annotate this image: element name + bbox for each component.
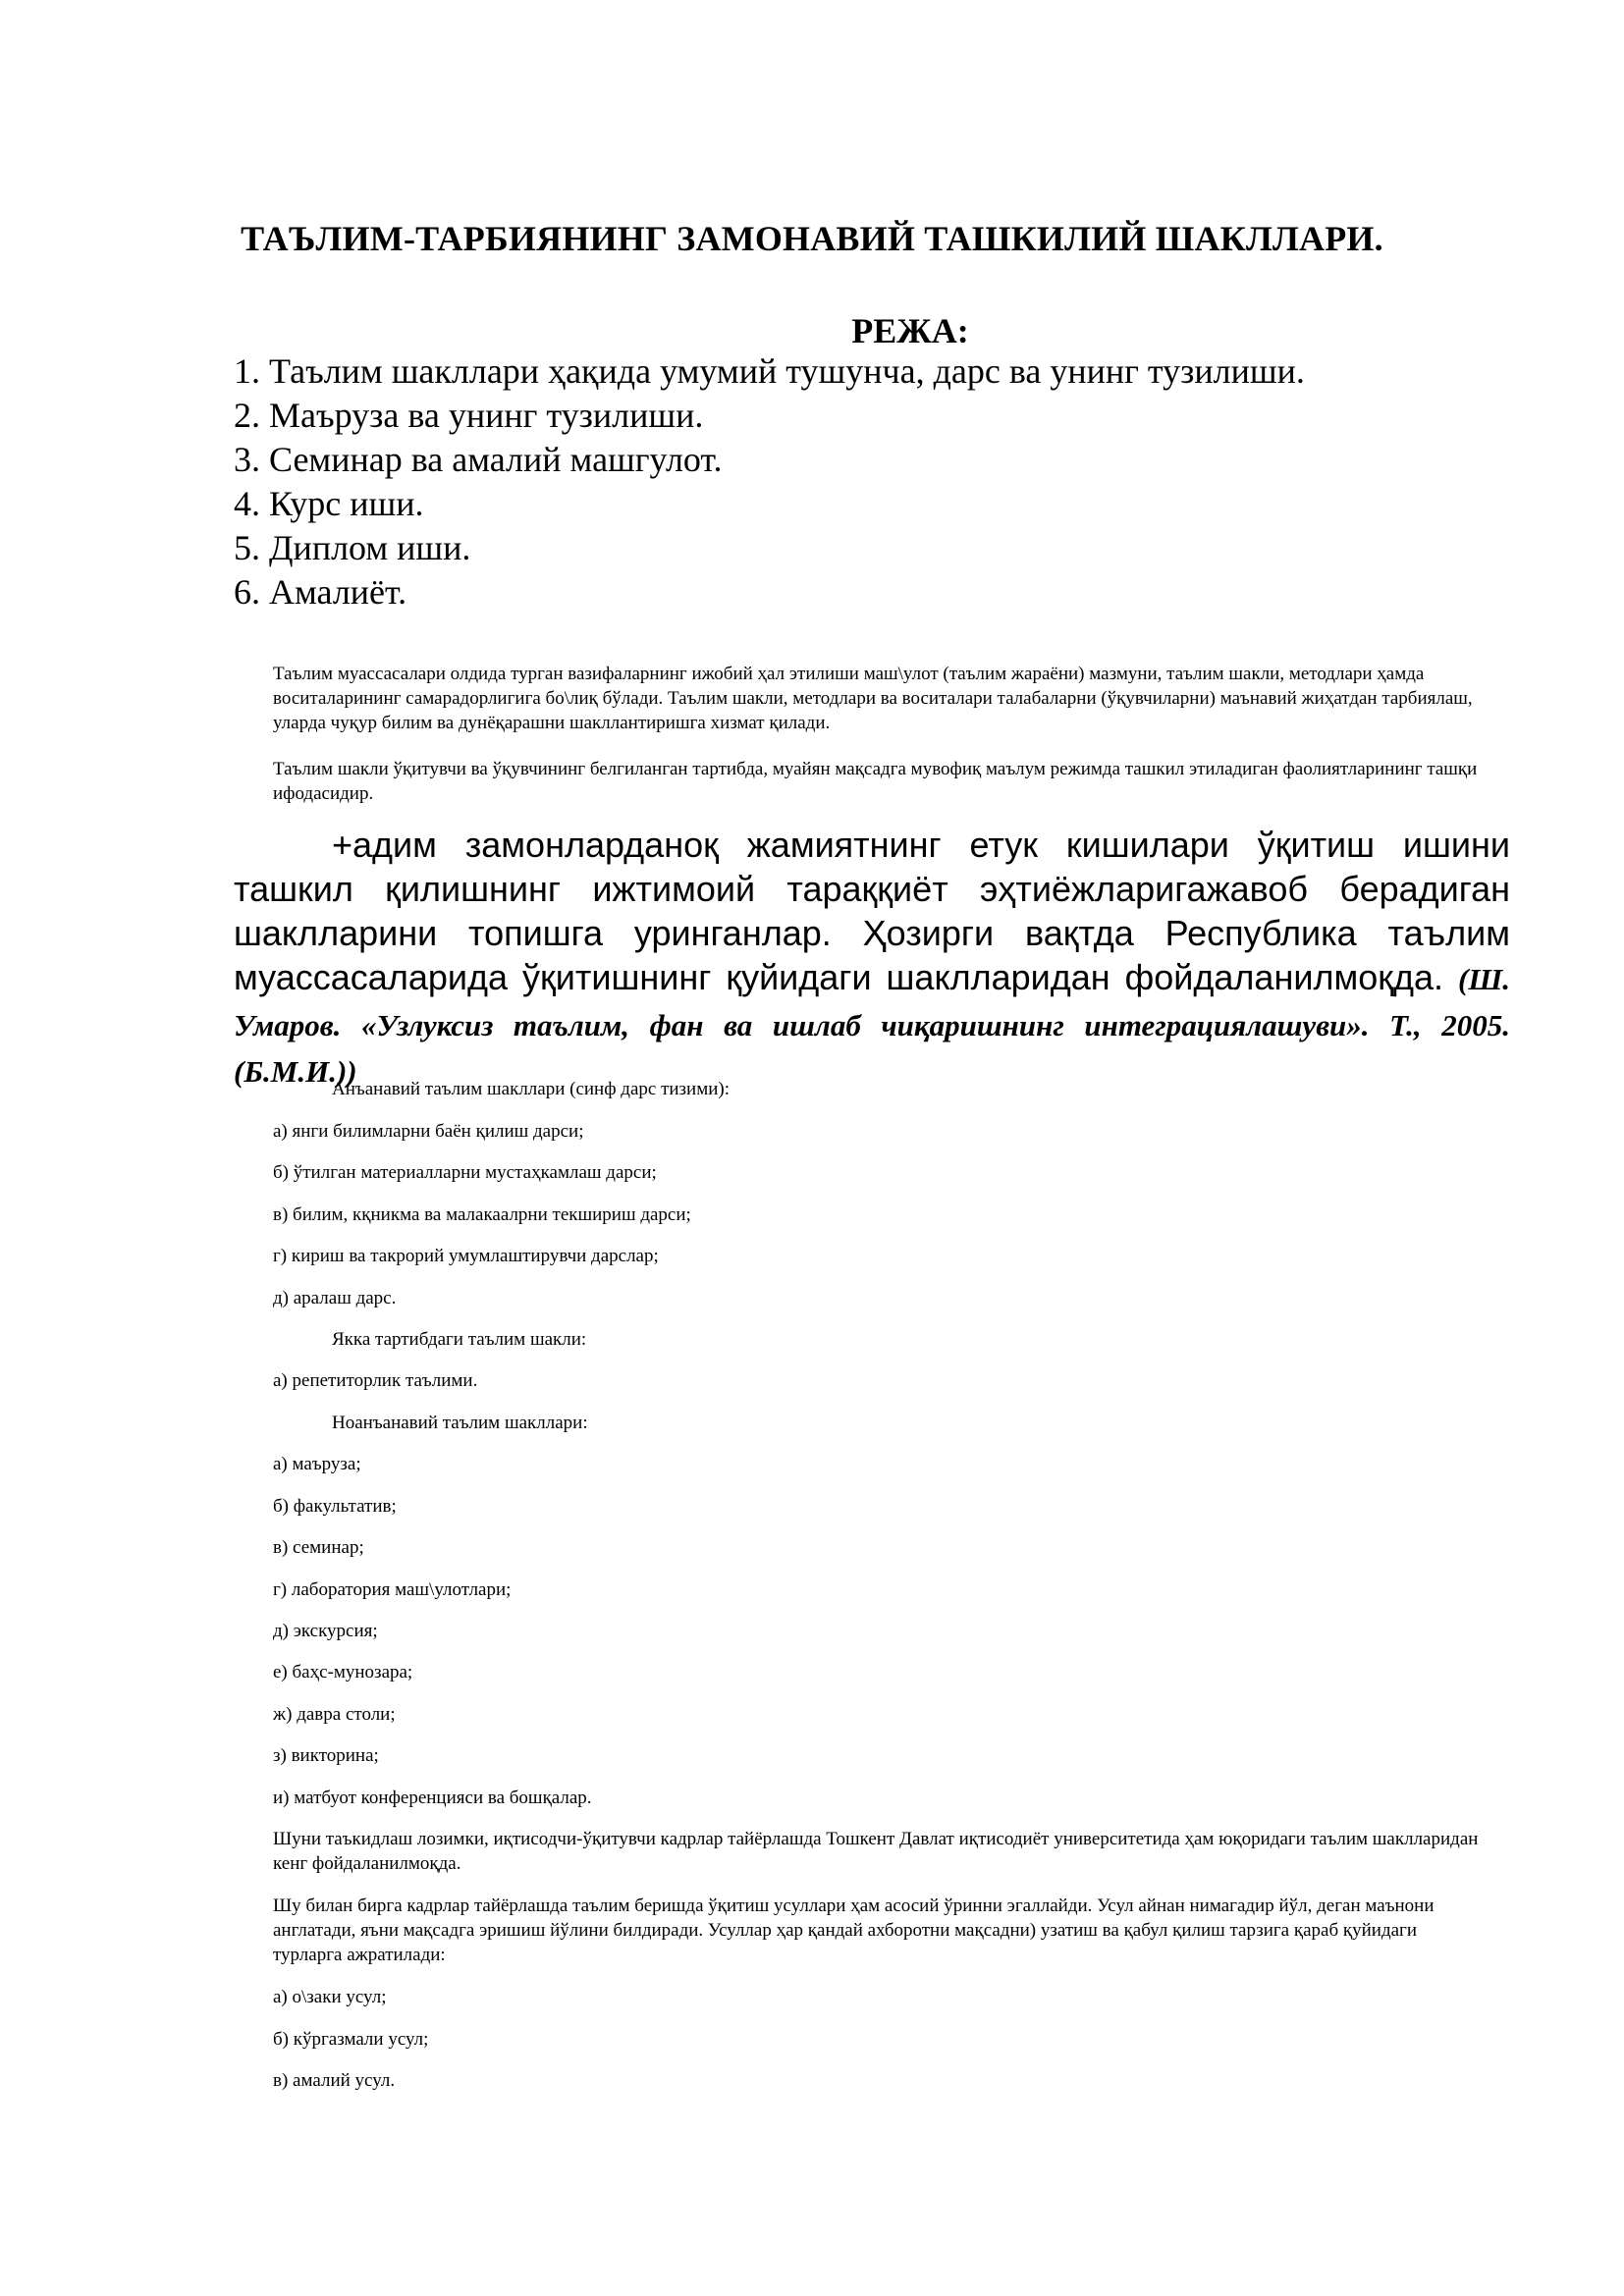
list-item: в) амалий усул. (273, 2070, 396, 2091)
list-item: в) билим, кқникма ва малакаалрни текшириш дарси; (273, 1204, 691, 1225)
list-item: а) репетиторлик таълими. (273, 1370, 478, 1391)
list-item: г) кириш ва такрорий умумлаштирувчи дарслар; (273, 1246, 659, 1266)
list-item: в) семинар; (273, 1537, 364, 1558)
list-item: б) факультатив; (273, 1496, 397, 1517)
list-item: а) о\заки усул; (273, 1987, 387, 2007)
plan-heading: РЕЖА: (851, 311, 969, 350)
nontraditional-heading: Ноанъанавий таълим шакллари: (332, 1413, 588, 1433)
plan-item: 2. Маъруза ва унинг тузилиши. (234, 396, 704, 435)
list-item: д) аралаш дарс. (273, 1288, 397, 1308)
document-title: ТАЪЛИМ-ТАРБИЯНИНГ ЗАМОНАВИЙ ТАШКИЛИЙ ШАКЛЛАРИ. (241, 219, 1383, 258)
plan-item: 4. Курс иши. (234, 484, 424, 523)
list-item: и) матбуот конференцияси ва бошқалар. (273, 1788, 592, 1808)
methods-paragraph: Шу билан бирга кадрлар тайёрлашда таълим беришда ўқитиш усуллари ҳам асосий ўринни эгаллайди. Усул айнан нимагадир йўл, деган маънони англатади, яъни мақсадга эришиш йўлини билдиради. Усуллар ҳар қандай ахборотни мақсадни) узатиш ва қабул қилиш тарзига қараб қуйидаги турларга ажратилади: (273, 1896, 1435, 1965)
plan-item: 5. Диплом иши. (234, 528, 471, 567)
list-item: ж) давра столи; (273, 1704, 396, 1725)
plan-item: 3. Семинар ва амалий машгулот. (234, 440, 723, 479)
individual-heading: Якка тартибдаги таълим шакли: (332, 1329, 587, 1350)
plan-item: 1. Таълим шакллари ҳақида умумий тушунча, дарс ва унинг тузилиши. (234, 351, 1305, 391)
main-paragraph (234, 823, 1510, 1094)
list-item: б) ўтилган материалларни мустаҳкамлаш дарси; (273, 1162, 657, 1183)
list-item: б) кўргазмали усул; (273, 2029, 429, 2050)
list-item: е) баҳс-мунозара; (273, 1662, 413, 1682)
intro-paragraph: Таълим муассасалари олдида турган вазифаларнинг ижобий ҳал этилиши маш\улот (таълим жараёни) мазмуни, таълим шакли, методлари ҳамда воситаларининг самарадорлигига бо\лиқ бўлади. Таълим шакли, методлари ва воситалари талабаларни (ўқувчиларни) маънавий жиҳатдан тарбиялаш, уларда чуқур билим ва дунёқарашни шакллантиришга хизмат қилади. (273, 664, 1473, 733)
list-item: д) экскурсия; (273, 1621, 378, 1641)
definition-paragraph: Таълим шакли ўқитувчи ва ўқувчининг белгиланган тартибда, муайян мақсадга мувофиқ маълум режимда ташкил этиладиган фаолиятларининг ташқи ифодасидир. (273, 759, 1478, 804)
list-item: а) янги билимларни баён қилиш дарси; (273, 1121, 584, 1142)
list-item: а) маъруза; (273, 1454, 361, 1474)
citation: (Ш. Умаров. «Узлуксиз таълим, фан ва ишлаб чиқаришнинг интеграциялашуви». Т., 2005. (Б.М.И.)) (234, 962, 1510, 1089)
main-paragraph-text: +адим замонларданоқ жамиятнинг етук кишилари ўқитиш ишини ташкил қилишнинг ижтимоий тараққиёт эҳтиёжларигажавоб берадиган шаклларини топишга уринганлар. Ҳозирги вақтда Республика таълим муассасаларида ўқитишнинг қуйидаги шаклларидан фойдаланилмоқда. (234, 825, 1510, 997)
list-item: з) викторина; (273, 1745, 379, 1766)
plan-list (234, 349, 1305, 614)
list-item: г) лаборатория маш\улотлари; (273, 1579, 512, 1600)
traditional-heading: Анъанавий таълим шакллари (синф дарс тизими): (332, 1079, 731, 1099)
plan-item: 6. Амалиёт. (234, 572, 407, 612)
tsue-paragraph: Шуни таъкидлаш лозимки, иқтисодчи-ўқитувчи кадрлар тайёрлашда Тошкент Давлат иқтисодиёт университетида ҳам юқоридаги таълим шаклларидан кенг фойдаланилмоқда. (273, 1829, 1479, 1874)
